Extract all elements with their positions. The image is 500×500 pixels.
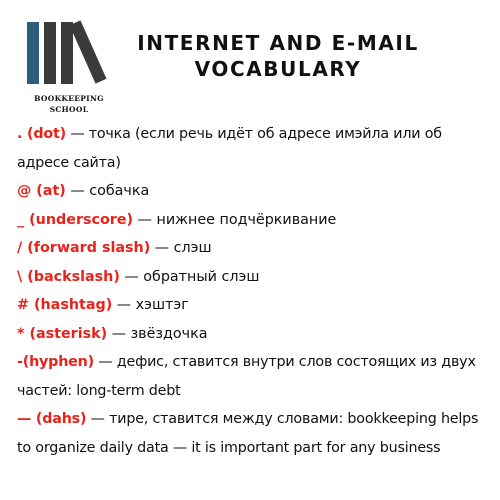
desc-hashtag: — хэштэг bbox=[112, 297, 189, 313]
desc-backslash: — обратный слэш bbox=[119, 268, 260, 285]
term-forward-slash: / (forward slash) bbox=[17, 240, 151, 256]
title-line2: VOCABULARY bbox=[194, 57, 362, 81]
desc-at: — собачка bbox=[65, 183, 150, 199]
vocab-entry-forward-slash bbox=[17, 234, 495, 263]
term-underscore: _ (underscore) bbox=[17, 211, 134, 228]
vocab-entry-backslash bbox=[17, 263, 495, 292]
term-dash: — (dahs) bbox=[17, 411, 87, 427]
desc-asterisk: — звёздочка bbox=[107, 325, 208, 342]
desc-dash: — тире, ставится между словами: bookkeeping helps to organize daily data — it is important part for any business bbox=[17, 411, 479, 456]
logo bbox=[24, 18, 114, 118]
title-line1: INTERNET AND E-MAIL bbox=[137, 31, 419, 55]
term-at: @ (at) bbox=[17, 183, 66, 199]
term-asterisk: * (asterisk) bbox=[17, 325, 108, 342]
page-title bbox=[128, 30, 428, 82]
vocab-entry-at bbox=[17, 177, 495, 206]
vocab-entry-underscore bbox=[17, 206, 495, 235]
vocab-entry-asterisk bbox=[17, 320, 495, 349]
vocab-entry-hashtag bbox=[17, 291, 495, 320]
desc-hyphen: — дефис, ставится внутри слов состоящих из двух частей: long-term debt bbox=[17, 354, 476, 399]
term-dot: . (dot) bbox=[17, 126, 66, 142]
vocabulary-list bbox=[17, 120, 495, 462]
logo-text-line1: BOOKKEEPING bbox=[34, 94, 104, 103]
vocab-entry-hyphen bbox=[17, 348, 495, 405]
term-backslash: \ (backslash) bbox=[17, 268, 120, 285]
desc-underscore: — нижнее подчёркивание bbox=[133, 211, 337, 228]
books-logo-icon bbox=[24, 18, 114, 93]
desc-forward-slash: — слэш bbox=[150, 240, 212, 256]
logo-text-line2: SCHOOL bbox=[49, 105, 89, 114]
term-hyphen: -(hyphen) bbox=[17, 354, 94, 370]
term-hashtag: # (hashtag) bbox=[17, 297, 113, 313]
vocab-entry-dot bbox=[17, 120, 495, 177]
vocab-entry-dash bbox=[17, 405, 495, 462]
desc-dot: — точка (если речь идёт об адресе имэйла или об адресе сайта) bbox=[17, 126, 442, 171]
